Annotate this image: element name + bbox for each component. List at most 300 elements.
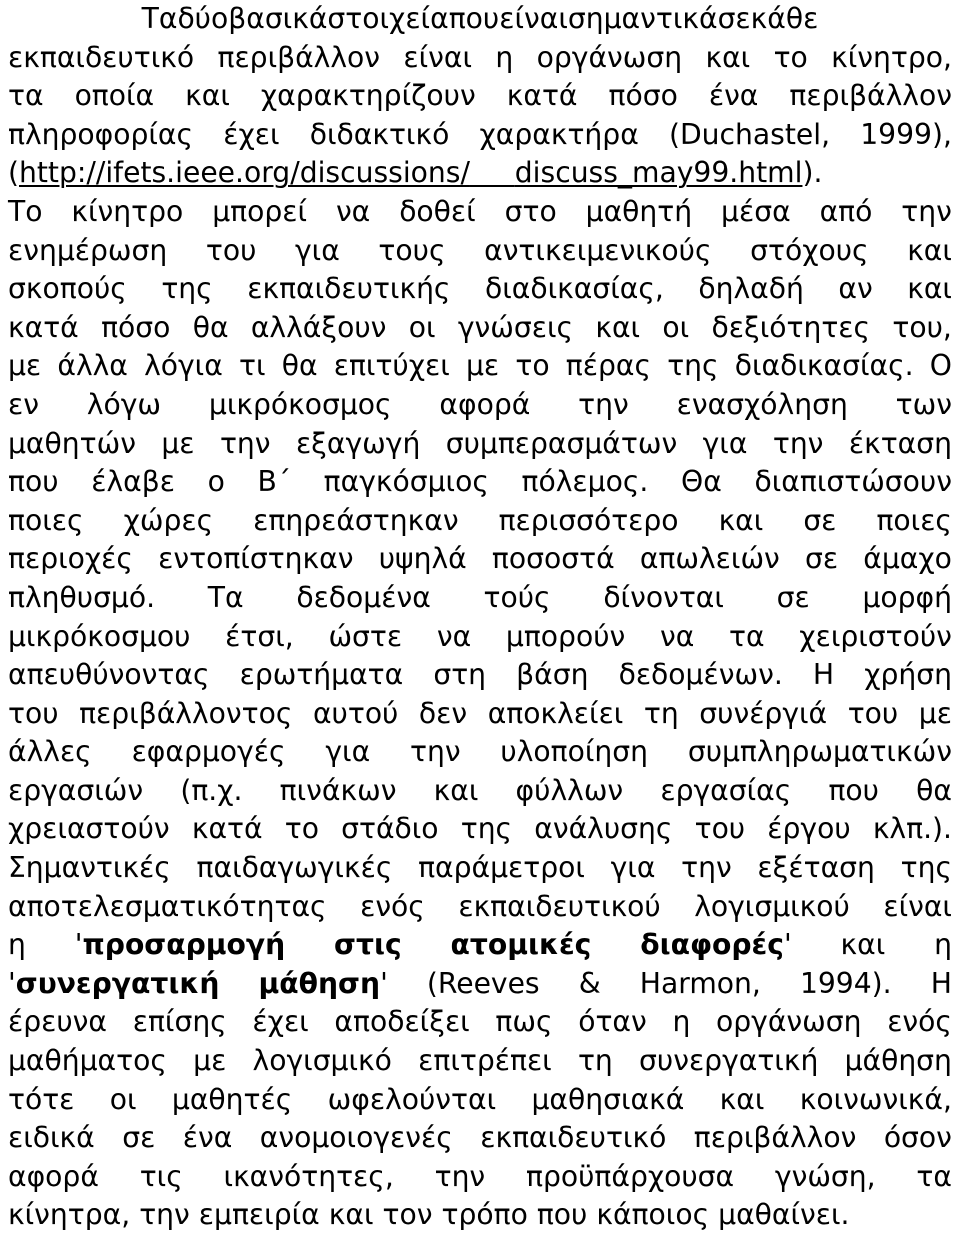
text-fragment: ποιες xyxy=(8,503,84,537)
word xyxy=(466,347,499,386)
text-fragment: ). xyxy=(802,156,823,190)
word xyxy=(813,656,834,695)
word xyxy=(161,270,212,309)
text-fragment: λόγω xyxy=(86,387,162,421)
word xyxy=(907,270,952,309)
word xyxy=(578,1042,613,1081)
text-fragment: και xyxy=(328,1198,374,1232)
text-fragment: της xyxy=(667,349,719,383)
word xyxy=(596,1196,709,1235)
text-fragment: οργάνωση xyxy=(716,1005,862,1039)
text-fragment: αποτελεσματικότητας xyxy=(8,889,327,923)
word xyxy=(172,1081,292,1120)
word xyxy=(8,1158,99,1197)
word xyxy=(876,502,952,541)
text-fragment: σε xyxy=(717,2,751,35)
text-fragment: ενός xyxy=(887,1005,952,1039)
word xyxy=(660,772,791,811)
word xyxy=(516,772,624,811)
text-fragment: οι xyxy=(662,310,690,344)
text-fragment: έρευνα xyxy=(8,1005,108,1039)
text-fragment: της xyxy=(161,272,213,306)
text-fragment: ώστε xyxy=(328,619,403,653)
text-fragment: δοθεί xyxy=(399,194,476,228)
text-line xyxy=(8,579,952,618)
word xyxy=(595,309,640,348)
text-fragment: που xyxy=(8,465,59,499)
text-fragment: εργασιών xyxy=(8,773,144,807)
word xyxy=(677,386,848,425)
text-fragment: εντοπίστηκαν xyxy=(158,542,354,576)
text-fragment: έχει xyxy=(223,117,280,151)
word xyxy=(383,1196,433,1235)
text-fragment: αποδείξει xyxy=(334,1005,470,1039)
word xyxy=(360,888,425,927)
text-fragment: ' xyxy=(783,928,792,962)
text-fragment: μορφή xyxy=(862,580,952,614)
text-fragment: κατά xyxy=(8,310,79,344)
text-line xyxy=(8,116,952,155)
text-fragment: του xyxy=(847,696,899,730)
word xyxy=(419,695,467,734)
text-fragment: ειδικά xyxy=(8,1121,95,1155)
word xyxy=(296,425,420,464)
text-fragment: λογισμικό xyxy=(252,1044,392,1078)
word xyxy=(803,502,836,541)
text-fragment: κάποιος xyxy=(596,1198,710,1232)
text-fragment: άλλες xyxy=(8,735,92,769)
word xyxy=(611,849,656,888)
word xyxy=(8,965,219,1004)
word xyxy=(8,193,42,232)
word xyxy=(8,579,155,618)
word xyxy=(709,77,759,116)
word xyxy=(75,926,285,965)
word xyxy=(907,232,952,271)
word xyxy=(862,579,952,618)
word xyxy=(8,695,59,734)
word xyxy=(8,463,59,502)
text-fragment: τις xyxy=(139,1159,183,1193)
text-fragment: στη xyxy=(433,658,487,692)
word xyxy=(328,618,402,657)
text-fragment: Β΄ xyxy=(257,465,291,499)
word xyxy=(506,618,625,657)
word xyxy=(280,772,397,811)
text-fragment: είναι xyxy=(403,40,473,74)
text-fragment: περιβάλλον xyxy=(789,79,952,113)
text-fragment: του xyxy=(694,812,746,846)
text-line xyxy=(8,656,952,695)
word xyxy=(144,347,223,386)
text-fragment: χώρες xyxy=(123,503,214,537)
text-fragment: και xyxy=(719,1082,765,1116)
text-line xyxy=(8,39,952,78)
word xyxy=(8,810,170,849)
text-fragment: πόσο xyxy=(608,79,678,113)
text-fragment: των xyxy=(895,387,952,421)
text-fragment: μαθαίνει. xyxy=(718,1198,850,1232)
word xyxy=(79,695,292,734)
text-line xyxy=(8,193,952,232)
text-line xyxy=(8,309,952,348)
word xyxy=(838,270,872,309)
text-line xyxy=(8,849,952,888)
word xyxy=(767,810,850,849)
text-fragment: εκπαιδευτικής xyxy=(247,272,451,306)
text-fragment: του xyxy=(205,233,257,267)
word xyxy=(8,926,26,965)
text-fragment: είναι xyxy=(499,2,568,35)
text-fragment: και xyxy=(595,310,641,344)
text-fragment: σε xyxy=(122,1121,156,1155)
text-fragment: πόλεμος. xyxy=(521,465,649,499)
text-fragment: όταν xyxy=(578,1005,647,1039)
word xyxy=(578,386,629,425)
text-fragment: τα xyxy=(8,79,44,113)
text-fragment: μικρόκοσμου xyxy=(8,619,191,653)
text-fragment: σκοπούς xyxy=(8,272,127,306)
text-fragment: επιτρέπει xyxy=(418,1044,552,1078)
text-fragment: η xyxy=(672,1005,691,1039)
word xyxy=(698,270,803,309)
word xyxy=(8,386,39,425)
text-fragment: μάθηση xyxy=(844,1044,952,1078)
word xyxy=(499,502,679,541)
word xyxy=(719,502,764,541)
word xyxy=(8,502,84,541)
word xyxy=(192,810,263,849)
text-fragment: την xyxy=(219,426,271,460)
text-fragment: ενημέρωση xyxy=(8,233,168,267)
text-fragment: και xyxy=(907,272,952,306)
word xyxy=(220,425,271,464)
text-fragment: ένα xyxy=(708,79,759,113)
word xyxy=(884,1119,952,1158)
word xyxy=(672,1003,690,1042)
word xyxy=(721,193,791,232)
text-fragment: το xyxy=(515,349,550,383)
text-fragment: έτσι, xyxy=(225,619,294,653)
text-fragment: ποσοστά xyxy=(491,542,615,576)
text-fragment: είναι xyxy=(883,889,952,923)
text-fragment: μικρόκοσμος xyxy=(208,387,392,421)
word xyxy=(259,965,388,1004)
word xyxy=(334,1003,469,1042)
word xyxy=(901,849,952,888)
word xyxy=(282,347,318,386)
word xyxy=(75,77,155,116)
text-fragment: περιοχές xyxy=(8,542,133,576)
text-line xyxy=(8,1196,952,1235)
text-fragment: Σημαντικές xyxy=(8,851,171,885)
text-fragment: κίνητρο, xyxy=(831,40,952,74)
word xyxy=(285,810,319,849)
word xyxy=(458,309,573,348)
word xyxy=(789,77,952,116)
text-fragment: της xyxy=(900,851,952,885)
text-fragment: το xyxy=(773,40,808,74)
word xyxy=(667,347,718,386)
word xyxy=(296,579,430,618)
word xyxy=(8,309,79,348)
text-fragment: δηλαδή xyxy=(698,272,804,306)
text-fragment: την xyxy=(409,735,461,769)
text-fragment: εκπαιδευτικό xyxy=(8,40,195,74)
text-fragment: άλλα xyxy=(57,349,128,383)
text-fragment: μαθησιακά xyxy=(531,1082,685,1116)
text-fragment: στόχους xyxy=(750,233,869,267)
bold-term: στις xyxy=(334,928,402,962)
word xyxy=(863,540,952,579)
word xyxy=(336,193,370,232)
text-fragment: όσον xyxy=(883,1121,952,1155)
bold-term: ατομικές xyxy=(450,928,592,962)
text-fragment: επίσης xyxy=(132,1005,227,1039)
word xyxy=(507,77,578,116)
text-fragment: τρόπο xyxy=(441,1198,528,1232)
word xyxy=(185,77,230,116)
text-fragment: εξαγωγή xyxy=(295,426,421,460)
text-fragment: να xyxy=(335,194,371,228)
word xyxy=(774,39,808,78)
word xyxy=(8,1003,107,1042)
text-fragment: παιδαγωγικές xyxy=(196,851,393,885)
word xyxy=(640,965,761,1004)
text-fragment: χαρακτηρίζουν xyxy=(260,79,476,113)
word xyxy=(399,193,476,232)
word xyxy=(841,926,886,965)
text-fragment: που xyxy=(448,2,500,35)
text-fragment: τους xyxy=(378,233,446,267)
word xyxy=(712,309,871,348)
word xyxy=(619,656,783,695)
text-fragment: για xyxy=(295,233,340,267)
text-fragment: περισσότερο xyxy=(498,503,679,537)
text-fragment: δύο xyxy=(177,2,229,35)
word xyxy=(8,425,136,464)
word xyxy=(410,733,461,772)
text-fragment: περιβάλλοντος xyxy=(79,696,293,730)
word xyxy=(8,849,171,888)
word xyxy=(757,849,874,888)
word xyxy=(8,618,190,657)
word xyxy=(87,386,161,425)
url-link[interactable] xyxy=(8,154,822,193)
text-fragment: τη xyxy=(577,1044,613,1078)
word xyxy=(8,1119,95,1158)
word xyxy=(441,1196,527,1235)
text-fragment: εκπαιδευτικό xyxy=(480,1121,667,1155)
word xyxy=(208,579,244,618)
text-line xyxy=(8,463,952,502)
text-fragment: φύλλων xyxy=(515,773,624,807)
text-fragment: περιβάλλον xyxy=(217,40,381,74)
text-fragment: ερωτήματα xyxy=(239,658,404,692)
text-fragment: βασικά xyxy=(228,2,328,35)
text-fragment: οργάνωση xyxy=(536,40,683,74)
word xyxy=(91,463,175,502)
word xyxy=(197,849,393,888)
word xyxy=(132,733,286,772)
word xyxy=(8,888,327,927)
word xyxy=(773,425,824,464)
word xyxy=(828,772,879,811)
word xyxy=(378,232,445,271)
word xyxy=(295,232,340,271)
word xyxy=(579,965,601,1004)
text-fragment: Θα xyxy=(681,465,722,499)
text-fragment: η xyxy=(934,928,952,962)
word xyxy=(566,347,651,386)
word xyxy=(800,1081,952,1120)
text-fragment: συμπληρωματικών xyxy=(687,735,952,769)
word xyxy=(695,810,746,849)
text-fragment: η xyxy=(495,40,514,74)
word xyxy=(240,656,404,695)
word xyxy=(451,926,592,965)
word xyxy=(183,1119,233,1158)
word xyxy=(142,0,178,39)
word xyxy=(640,540,780,579)
text-fragment: αλλάξουν xyxy=(250,310,387,344)
word xyxy=(930,347,952,386)
text-line xyxy=(8,1042,952,1081)
word xyxy=(883,888,952,927)
text-fragment: την xyxy=(434,1159,486,1193)
text-fragment: πόσο xyxy=(101,310,171,344)
text-fragment: δεξιότητες xyxy=(711,310,871,344)
text-fragment: και xyxy=(907,233,952,267)
word xyxy=(716,1003,861,1042)
text-line xyxy=(8,1003,952,1042)
bold-term: διαφορές xyxy=(640,928,784,962)
text-line xyxy=(8,502,952,541)
word xyxy=(341,810,438,849)
word xyxy=(660,618,694,657)
text-fragment: με xyxy=(466,349,500,383)
text-fragment: ποιες xyxy=(876,503,952,537)
text-fragment: αφορά xyxy=(439,387,531,421)
word xyxy=(427,965,540,1004)
word xyxy=(439,386,530,425)
text-fragment: άμαχο xyxy=(863,542,952,576)
word xyxy=(252,1003,308,1042)
text-fragment: εν xyxy=(8,387,39,421)
word xyxy=(8,1042,167,1081)
text-fragment: μαθητές xyxy=(171,1082,293,1116)
text-fragment: Τα xyxy=(207,580,244,614)
text-fragment: Τα xyxy=(141,2,178,35)
text-line xyxy=(8,1158,952,1197)
text-fragment: εκπαιδευτικού xyxy=(458,889,661,923)
text-line xyxy=(8,733,952,772)
text-fragment: μαθητή xyxy=(585,194,693,228)
text-line xyxy=(8,386,952,425)
word xyxy=(586,193,692,232)
text-fragment: χειριστούν xyxy=(799,619,952,653)
word xyxy=(261,77,476,116)
word xyxy=(224,1158,394,1197)
text-line xyxy=(8,888,952,927)
word xyxy=(199,1196,320,1235)
text-fragment: κοινωνικά, xyxy=(799,1082,952,1116)
text-fragment: με xyxy=(918,696,952,730)
word xyxy=(892,309,952,348)
word xyxy=(532,1081,685,1120)
text-fragment: τη xyxy=(643,696,679,730)
text-fragment: http://ifets.ieee.org/discussions/ xyxy=(19,156,470,190)
text-fragment xyxy=(470,156,515,189)
word xyxy=(139,1196,190,1235)
text-fragment: πληθυσμό. xyxy=(8,580,156,614)
text-fragment: δίνονται xyxy=(603,580,724,614)
word xyxy=(217,39,380,78)
text-fragment: την xyxy=(681,851,732,885)
text-fragment: το xyxy=(284,812,319,846)
word xyxy=(488,695,624,734)
text-fragment: και xyxy=(433,773,479,807)
text-fragment: αντικειμενικούς xyxy=(484,233,712,267)
text-line xyxy=(8,77,952,116)
word xyxy=(640,926,791,965)
text-fragment: εμπειρία xyxy=(198,1198,320,1232)
word xyxy=(916,1158,952,1197)
word xyxy=(916,772,952,811)
text-fragment: μαθητών xyxy=(8,426,136,460)
text-fragment: στοιχεία xyxy=(327,2,449,35)
text-fragment: ενός xyxy=(360,889,425,923)
word xyxy=(705,39,750,78)
word xyxy=(177,0,228,39)
text-fragment: αποκλείει xyxy=(487,696,624,730)
word xyxy=(133,1003,227,1042)
word xyxy=(720,1081,765,1120)
text-fragment: βάση xyxy=(516,658,589,692)
text-line xyxy=(8,425,952,464)
text-fragment: θα xyxy=(281,349,318,383)
word xyxy=(495,39,513,78)
text-fragment: γνώσεις xyxy=(457,310,574,344)
word xyxy=(864,656,952,695)
text-fragment: με xyxy=(8,349,42,383)
text-fragment: την xyxy=(901,194,952,228)
text-fragment: μαθήματος xyxy=(8,1044,167,1078)
text-fragment: αφορά xyxy=(8,1159,99,1193)
text-fragment: την xyxy=(578,387,629,421)
word xyxy=(8,656,209,695)
word xyxy=(122,1119,155,1158)
word xyxy=(334,926,402,965)
text-fragment: χρήση xyxy=(864,658,952,692)
text-fragment: απευθύνοντας xyxy=(8,658,210,692)
text-fragment: πληροφορίας xyxy=(8,117,194,151)
text-line xyxy=(8,347,952,386)
text-fragment: μέσα xyxy=(721,194,791,228)
word xyxy=(526,1158,734,1197)
text-line xyxy=(8,810,952,849)
word xyxy=(777,579,810,618)
word xyxy=(901,193,952,232)
word xyxy=(251,309,387,348)
word xyxy=(180,772,242,811)
word xyxy=(750,232,868,271)
word xyxy=(934,926,952,965)
word xyxy=(515,347,549,386)
word xyxy=(694,1119,857,1158)
text-fragment: 1999), xyxy=(860,117,952,151)
word xyxy=(124,502,214,541)
